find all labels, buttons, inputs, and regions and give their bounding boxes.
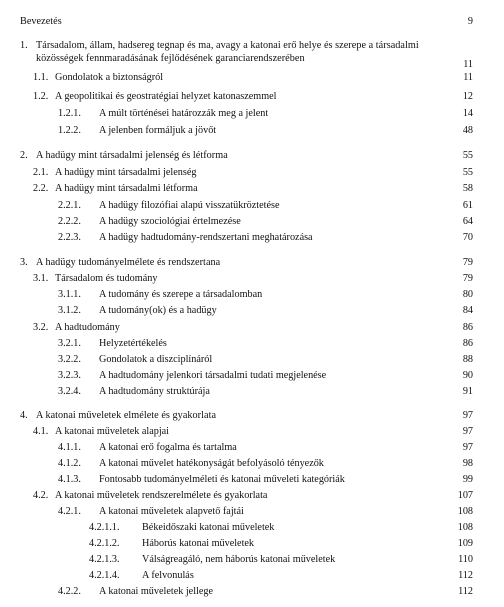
- toc-entry-title: A hadtudomány: [55, 322, 120, 333]
- toc-entry-page-number: 84: [462, 305, 473, 316]
- toc-entry-page-number: 70: [462, 232, 473, 243]
- toc-entry-page-number: 64: [462, 216, 473, 227]
- toc-entry-page-number: 11: [463, 72, 473, 83]
- toc-entry-number: 2.1.: [33, 167, 49, 178]
- toc-entry-title: A hadügy filozófiai alapú visszatükröztetése: [99, 200, 280, 211]
- toc-entry-page-number: 112: [458, 586, 473, 597]
- toc-entry-title: A katonai műveletek alapjai: [55, 426, 170, 437]
- toc-entry-title: A múlt történései határozzák meg a jelent: [99, 108, 269, 119]
- toc-entry-page-number: 112: [458, 570, 473, 581]
- toc-entry-page-number: 48: [462, 125, 473, 136]
- toc-entry-number: 3.: [20, 257, 28, 268]
- toc-entry-page-number: 98: [462, 458, 473, 469]
- toc-entry-title: A hadtudomány struktúrája: [99, 386, 210, 397]
- toc-entry-page-number: 61: [462, 200, 473, 211]
- toc-entry-title: Társadalom, állam, hadsereg tegnap és ma, avagy a katonai erő helye és szerepe a társadalmi közösségek fennmaradásának fejlődésének garanciarendszerében: [36, 40, 419, 64]
- toc-entry-number: 1.: [20, 40, 28, 51]
- toc-entry-number: 3.2.1.: [58, 338, 81, 349]
- toc-entry-page-number: 55: [462, 150, 473, 161]
- toc-entry-page-number: 86: [462, 322, 473, 333]
- toc-entry-number: 3.2.: [33, 322, 49, 333]
- toc-entry-title: A hadtudomány jelenkori társadalmi tudati megjelenése: [99, 370, 327, 381]
- toc-entry-number: 2.2.3.: [58, 232, 81, 243]
- toc-entry-page-number: 110: [458, 554, 473, 565]
- toc-entry-number: 4.2.1.1.: [89, 522, 120, 533]
- toc-entry-title: A katonai műveletek elmélete és gyakorlata: [36, 410, 217, 421]
- toc-entry-page-number: 90: [462, 370, 473, 381]
- toc-entry-title: A geopolitikai és geostratégiai helyzet katonaszemmel: [55, 91, 277, 102]
- toc-entry-title: A hadügy mint társadalmi létforma: [55, 183, 198, 194]
- toc-entry-title: A katonai műveletek rendszerelmélete és gyakorlata: [55, 490, 268, 501]
- toc-entry-title: Társadalom és tudomány: [55, 273, 158, 284]
- toc-entry-page-number: 91: [462, 386, 473, 397]
- toc-entry-title: Válságreagáló, nem háborús katonai műveletek: [142, 554, 336, 565]
- toc-entry-page-number: 79: [462, 257, 473, 268]
- toc-entry-page-number: 11: [463, 59, 473, 70]
- toc-entry-number: 1.2.: [33, 91, 49, 102]
- toc-entry-title: Helyzetértékelés: [99, 338, 167, 349]
- toc-entry-number: 4.2.1.2.: [89, 538, 120, 549]
- toc-entry-page-number: 107: [457, 490, 473, 501]
- toc-entry-number: 3.2.2.: [58, 354, 81, 365]
- toc-entry-page-number: 12: [462, 91, 473, 102]
- toc-entry-title: A katonai műveletek jellege: [99, 586, 214, 597]
- toc-entry-title: A hadügy szociológiai értelmezése: [99, 216, 241, 227]
- toc-entry-number: 1.2.2.: [58, 125, 81, 136]
- toc-entry-title: A hadügy mint társadalmi jelenség és létforma: [36, 150, 228, 161]
- toc-entry-title: Fontosabb tudományelméleti és katonai műveleti kategóriák: [99, 474, 345, 485]
- toc-entry-page-number: 108: [457, 522, 473, 533]
- toc-entry-page-number: 109: [457, 538, 473, 549]
- toc-entry-number: 2.2.: [33, 183, 49, 194]
- toc-entry-number: 3.2.3.: [58, 370, 81, 381]
- toc-entry-number: 4.2.1.3.: [89, 554, 120, 565]
- toc-entry-number: 3.1.2.: [58, 305, 81, 316]
- toc-entry-title: A katonai művelet hatékonyságát befolyásoló tényezők: [99, 458, 324, 469]
- toc-entry-title: Bevezetés: [20, 16, 62, 27]
- toc-entry-number: 1.1.: [33, 72, 49, 83]
- toc-entry-number: 4.2.1.: [58, 506, 81, 517]
- toc-entry-page-number: 58: [462, 183, 473, 194]
- toc-entry-number: 2.2.2.: [58, 216, 81, 227]
- toc-entry-title: A tudomány(ok) és a hadügy: [99, 305, 217, 316]
- toc-entry-page-number: 97: [462, 442, 473, 453]
- toc-entry-page-number: 9: [467, 16, 473, 27]
- toc-entry-number: 2.2.1.: [58, 200, 81, 211]
- toc-entry-title: Gondolatok a biztonságról: [55, 72, 164, 83]
- toc-entry-title: Gondolatok a diszciplínáról: [99, 354, 213, 365]
- toc-entry-page-number: 55: [462, 167, 473, 178]
- toc-entry-number: 3.1.: [33, 273, 49, 284]
- toc-entry-number: 4.2.1.4.: [89, 570, 120, 581]
- toc-entry-page-number: 86: [462, 338, 473, 349]
- toc-entry-number: 2.: [20, 150, 28, 161]
- toc-entry-title: A hadügy tudományelmélete és rendszertana: [36, 257, 221, 268]
- toc-entry-title: Háborús katonai műveletek: [142, 538, 255, 549]
- toc-entry-page-number: 108: [457, 506, 473, 517]
- toc-entry-page-number: 99: [462, 474, 473, 485]
- toc-entry-title: A felvonulás: [142, 570, 194, 581]
- toc-entry-number: 4.1.: [33, 426, 49, 437]
- toc-entry-number: 4.1.2.: [58, 458, 81, 469]
- toc-entry-title: A tudomány és szerepe a társadalomban: [99, 289, 263, 300]
- toc-entry-page-number: 14: [462, 108, 473, 119]
- toc-entry-number: 4.2.: [33, 490, 49, 501]
- toc-entry-title: A katonai erő fogalma és tartalma: [99, 442, 237, 453]
- toc-entry-title: A hadügy mint társadalmi jelenség: [55, 167, 197, 178]
- toc-entry-page-number: 80: [462, 289, 473, 300]
- toc-entry-number: 3.2.4.: [58, 386, 81, 397]
- toc-entry-page-number: 88: [462, 354, 473, 365]
- toc-entry-title: A hadügy hadtudomány-rendszertani meghatározása: [99, 232, 313, 243]
- toc-entry-title: Békeidőszaki katonai műveletek: [142, 522, 275, 533]
- toc-entry-number: 4.1.1.: [58, 442, 81, 453]
- toc-entry-page-number: 97: [462, 410, 473, 421]
- toc-entry-title: A katonai műveletek alapvető fajtái: [99, 506, 244, 517]
- toc-entry-page-number: 97: [462, 426, 473, 437]
- toc-entry-number: 1.2.1.: [58, 108, 81, 119]
- toc-entry-number: 4.2.2.: [58, 586, 81, 597]
- toc-entry-number: 4.: [20, 410, 28, 421]
- toc-entry-number: 3.1.1.: [58, 289, 81, 300]
- toc-entry-title: A jelenben formáljuk a jövőt: [99, 125, 217, 136]
- toc-entry-page-number: 79: [462, 273, 473, 284]
- toc-entry-number: 4.1.3.: [58, 474, 81, 485]
